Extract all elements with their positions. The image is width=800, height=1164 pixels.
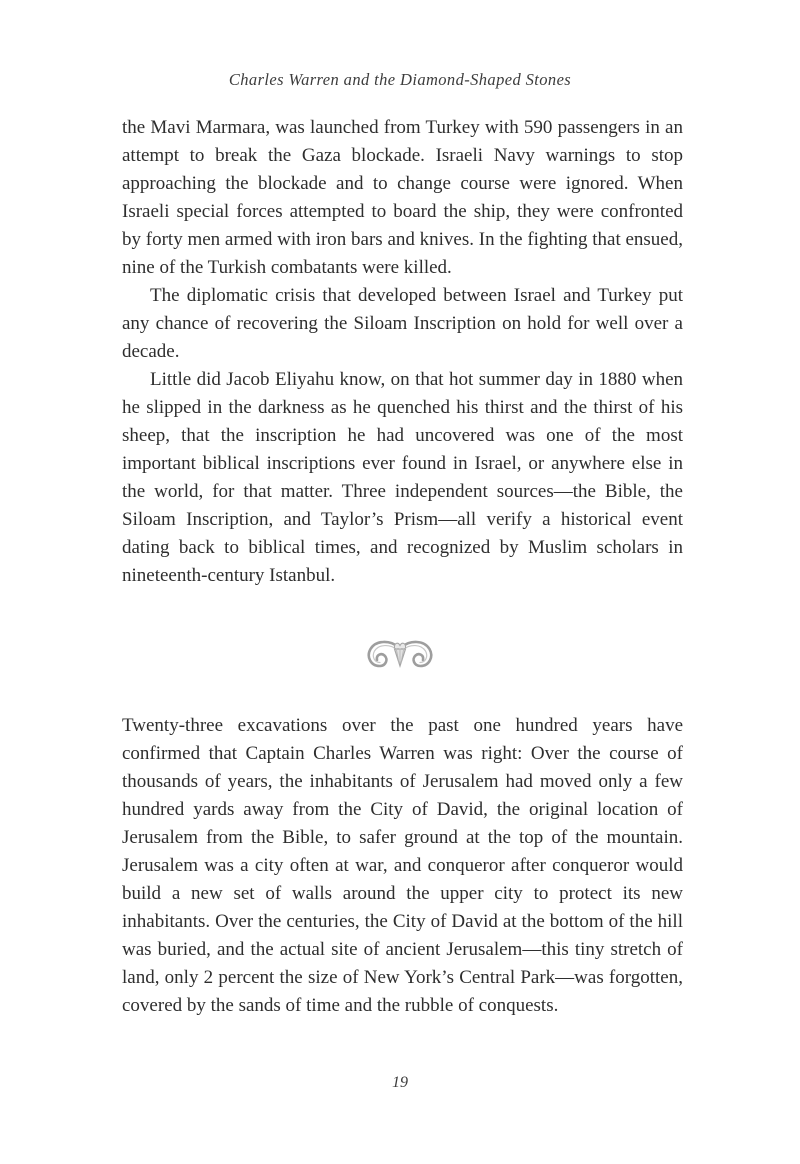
paragraph: Little did Jacob Eliyahu know, on that hot summer day in 1880 when he slipped in the darkness as he quenched his thirst and the thirst of his sheep, that the inscription he had uncovered was one of the most important biblical inscriptions ever found in Israel, or anywhere else in the world, for that matter. Three independent sources—the Bible, the Siloam Inscription, and Taylor’s Prism—all verify a historical event dating back to biblical times, and recognized by Muslim scholars in nineteenth-century Istanbul. xyxy=(122,369,683,586)
running-header: Charles Warren and the Diamond-Shaped Stones xyxy=(228,70,572,89)
scroll-volute-ornament-icon xyxy=(361,636,439,674)
page-number: 19 xyxy=(392,1074,408,1091)
body-text-section-1 xyxy=(122,114,683,590)
body-text-section-2 xyxy=(122,712,683,1020)
paragraph: the Mavi Marmara, was launched from Turkey with 590 passengers in an attempt to break the Gaza blockade. Israeli Navy warnings to stop approaching the blockade and to change course were ignored. When Israeli special forces attempted to board the ship, they were confronted by forty men armed with iron bars and knives. In the fighting that ensued, nine of the Turkish combatants were killed. xyxy=(122,117,683,278)
paragraph: Twenty-three excavations over the past one hundred years have confirmed that Captain Charles Warren was right: Over the course of thousands of years, the inhabitants of Jerusalem had moved only a few hundred yards away from the City of David, the original location of Jerusalem from the Bible, to safer ground at the top of the mountain. Jerusalem was a city often at war, and conqueror after conqueror would build a new set of walls around the upper city to protect its new inhabitants. Over the centuries, the City of David at the bottom of the hill was buried, and the actual site of ancient Jerusalem—this tiny stretch of land, only 2 percent the size of New York’s Central Park—was forgotten, covered by the sands of time and the rubble of conquests. xyxy=(122,715,683,1016)
section-break xyxy=(0,636,800,674)
paragraph: The diplomatic crisis that developed between Israel and Turkey put any chance of recovering the Siloam Inscription on hold for well over a decade. xyxy=(122,285,683,362)
